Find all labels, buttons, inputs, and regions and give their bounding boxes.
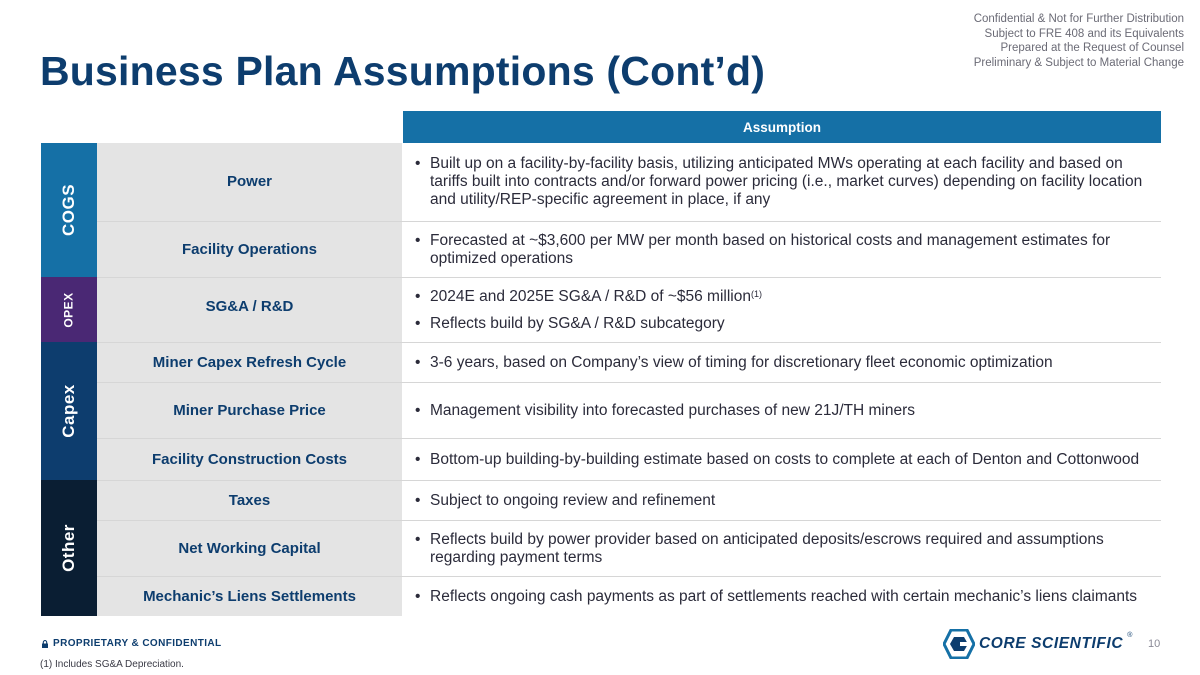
table-row: [97, 521, 1161, 577]
row-label: Mechanic’s Liens Settlements: [97, 577, 402, 616]
category-capex: [41, 342, 97, 480]
page-title: Business Plan Assumptions (Cont’d): [40, 48, 766, 94]
category-other: [41, 480, 97, 616]
table-row: [97, 481, 1161, 521]
row-body: [403, 439, 1161, 480]
row-body: [403, 278, 1161, 342]
footnote-ref: (1): [750, 288, 762, 299]
category-cogs: [41, 143, 97, 277]
bullet-text: • Forecasted at ~$3,600 per MW per month based on historical costs and management estimates for optimized operations: [403, 232, 1161, 268]
row-body: [403, 383, 1161, 438]
row-body: [403, 143, 1161, 221]
bullet-item: [403, 288, 1161, 306]
bullet-text: • Reflects build by SG&A / R&D subcategory: [403, 315, 1161, 333]
row-label: Net Working Capital: [97, 521, 402, 576]
table-row: [97, 383, 1161, 439]
row-body: [403, 343, 1161, 382]
row-body: [403, 521, 1161, 576]
row-label: Miner Capex Refresh Cycle: [97, 343, 402, 382]
bullet-text: • Subject to ongoing review and refinement: [403, 492, 1161, 510]
category-label: Other: [59, 524, 78, 572]
registered-mark: ®: [1127, 631, 1133, 639]
footnote: (1) Includes SG&A Depreciation.: [40, 659, 184, 670]
row-body: [403, 222, 1161, 277]
category-label: COGS: [59, 183, 78, 237]
proprietary-text: PROPRIETARY & CONFIDENTIAL: [53, 638, 222, 649]
row-label: SG&A / R&D: [97, 278, 402, 342]
bullet-text: 2024E and 2025E SG&A / R&D of ~$56 million: [430, 287, 751, 305]
table-row: [97, 439, 1161, 481]
row-label: Facility Construction Costs: [97, 439, 402, 480]
table-row: [97, 577, 1161, 616]
disclaimer-line: Prepared at the Request of Counsel: [1000, 42, 1184, 55]
category-label: Capex: [59, 384, 78, 438]
bullet-text: • 3-6 years, based on Company’s view of timing for discretionary fleet economic optimization: [403, 354, 1161, 372]
row-label: Facility Operations: [97, 222, 402, 277]
company-logo: [943, 629, 1132, 659]
table-row: [97, 143, 1161, 222]
proprietary-label: [41, 638, 222, 649]
logo-text: CORE SCIENTIFIC: [979, 635, 1124, 652]
table-row: [97, 343, 1161, 383]
disclaimer-line: Preliminary & Subject to Material Change: [973, 56, 1184, 69]
bullet-text: • Reflects build by power provider based on anticipated deposits/escrows required and assumptions regarding payment terms: [403, 531, 1161, 567]
disclaimer: [974, 12, 1184, 70]
category-opex: [41, 277, 97, 342]
page-number: 10: [1148, 638, 1161, 650]
row-label: Miner Purchase Price: [97, 383, 402, 438]
bullet-text: • Built up on a facility-by-facility basis, utilizing anticipated MWs operating at each facility and based on tariffs built into contracts and/or forward power pricing (i.e., market curves) depending on facility location and utility/REP-specific agreement in place, if any: [403, 155, 1161, 209]
bullet-text: • Management visibility into forecasted purchases of new 21J/TH miners: [403, 402, 1161, 420]
bullet-text: • Bottom-up building-by-building estimate based on costs to complete at each of Denton and Cottonwood: [403, 451, 1161, 469]
table-row: [97, 222, 1161, 278]
row-body: [403, 481, 1161, 520]
disclaimer-line: Subject to FRE 408 and its Equivalents: [984, 27, 1184, 40]
category-label: OPEX: [61, 291, 76, 328]
assumption-header: Assumption: [403, 111, 1161, 143]
row-label: Power: [97, 143, 402, 221]
hexagon-logo-icon: [943, 629, 975, 659]
row-body: [403, 577, 1161, 616]
lock-icon: [41, 640, 49, 648]
bullet-text: • Reflects ongoing cash payments as part of settlements reached with certain mechanic’s liens claimants: [403, 588, 1161, 606]
row-label: Taxes: [97, 481, 402, 520]
table-row: [97, 278, 1161, 343]
disclaimer-line: Confidential & Not for Further Distribution: [973, 13, 1184, 25]
